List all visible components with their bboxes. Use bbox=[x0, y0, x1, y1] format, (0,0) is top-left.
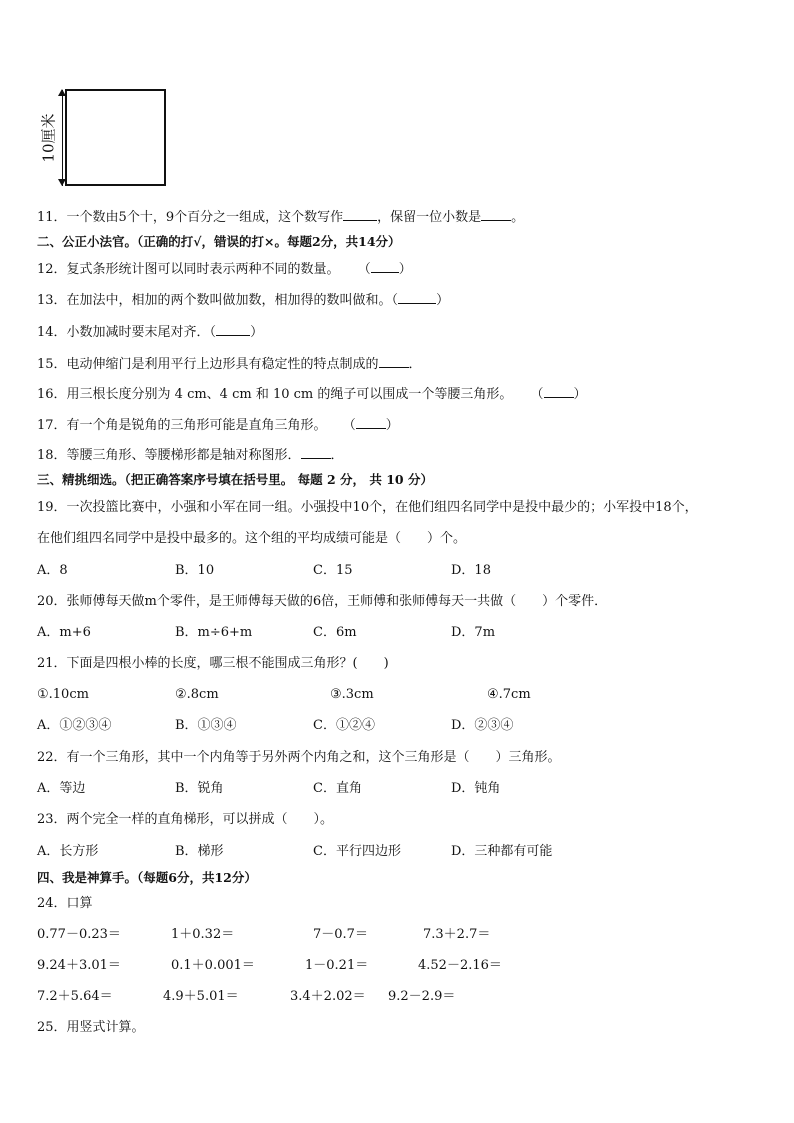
question-19-line-2: 在他们组四名同学中是投中最多的。这个组的平均成绩可能是（ ）个。 bbox=[37, 531, 467, 546]
answer-blank[interactable] bbox=[371, 260, 399, 273]
q19-option-c[interactable]: C．15 bbox=[313, 563, 353, 578]
q21-option-c[interactable]: C．①②④ bbox=[313, 718, 375, 733]
question-15: 15．电动伸缩门是利用平行上边形具有稳定性的特点制成的 ． bbox=[37, 357, 422, 372]
answer-blank[interactable] bbox=[398, 291, 436, 304]
answer-blank[interactable] bbox=[379, 355, 409, 368]
square-shape bbox=[65, 89, 166, 186]
calc-item: 0.77－0.23＝ bbox=[37, 927, 121, 942]
stick-3: ③.3cm bbox=[330, 687, 374, 702]
question-25-title: 25．用竖式计算。 bbox=[37, 1020, 145, 1035]
calc-item: 7.3＋2.7＝ bbox=[423, 927, 491, 942]
q21-option-b[interactable]: B．①③④ bbox=[175, 718, 237, 733]
question-20: 20．张师傅每天做m个零件，是王师傅每天做的6倍，王师傅和张师傅每天一共做（ ）个零件． bbox=[37, 594, 608, 609]
q23-option-c[interactable]: C．平行四边形 bbox=[313, 844, 401, 859]
q23-option-d[interactable]: D．三种都有可能 bbox=[451, 844, 553, 859]
calc-item: 3.4＋2.02＝ bbox=[290, 989, 366, 1004]
q19-option-a[interactable]: A．8 bbox=[37, 563, 68, 578]
calc-item: 1－0.21＝ bbox=[305, 958, 369, 973]
stick-4: ④.7cm bbox=[487, 687, 531, 702]
answer-blank[interactable] bbox=[544, 385, 574, 398]
q19-option-b[interactable]: B．10 bbox=[175, 563, 215, 578]
dimension-line bbox=[62, 90, 63, 186]
calc-item: 9.2－2.9＝ bbox=[388, 989, 456, 1004]
q20-option-a[interactable]: A．m+6 bbox=[37, 625, 91, 640]
question-19-line-1: 19．一次投篮比赛中，小强和小军在同一组。小强投中10个，在他们组四名同学中是投中最少的；小军投中18个， bbox=[37, 500, 698, 515]
section-4-heading: 四、我是神算手。（每题6分，共12分） bbox=[37, 870, 257, 885]
stick-1: ①.10cm bbox=[37, 687, 89, 702]
q21-option-a[interactable]: A．①②③④ bbox=[37, 718, 112, 733]
question-14: 14．小数加减时要末尾对齐．（ ） bbox=[37, 325, 264, 340]
question-24-title: 24．口算 bbox=[37, 896, 93, 911]
q22-option-c[interactable]: C．直角 bbox=[313, 781, 362, 796]
question-17: 17．有一个角是锐角的三角形可能是直角三角形。 （ ） bbox=[37, 418, 399, 433]
q22-option-b[interactable]: B．锐角 bbox=[175, 781, 224, 796]
question-16: 16．用三根长度分别为 4 cm、4 cm 和 10 cm 的绳子可以围成一个等腰三角形。 （ ） bbox=[37, 387, 587, 402]
answer-blank[interactable] bbox=[356, 416, 386, 429]
answer-blank[interactable] bbox=[216, 323, 250, 336]
q22-option-a[interactable]: A．等边 bbox=[37, 781, 86, 796]
calc-item: 7－0.7＝ bbox=[313, 927, 368, 942]
answer-blank[interactable] bbox=[301, 446, 331, 459]
calc-item: 4.52－2.16＝ bbox=[418, 958, 502, 973]
stick-2: ②.8cm bbox=[175, 687, 219, 702]
q20-option-c[interactable]: C．6m bbox=[313, 625, 357, 640]
question-13: 13．在加法中，相加的两个数叫做加数，相加得的数叫做和。（ ） bbox=[37, 293, 450, 308]
arrow-down-icon bbox=[58, 179, 66, 186]
question-11: 11．一个数由5个十，9个百分之一组成，这个数写作 ，保留一位小数是 。 bbox=[37, 210, 525, 225]
q22-option-d[interactable]: D．钝角 bbox=[451, 781, 501, 796]
q20-option-d[interactable]: D．7m bbox=[451, 625, 496, 640]
q21-option-d[interactable]: D．②③④ bbox=[451, 718, 514, 733]
q23-option-b[interactable]: B．梯形 bbox=[175, 844, 224, 859]
arrow-up-icon bbox=[58, 89, 66, 96]
answer-blank[interactable] bbox=[481, 208, 511, 221]
answer-blank[interactable] bbox=[343, 208, 377, 221]
q23-option-a[interactable]: A．长方形 bbox=[37, 844, 99, 859]
question-21: 21．下面是四根小棒的长度，哪三根不能围成三角形？( ) bbox=[37, 656, 389, 671]
section-2-heading: 二、公正小法官。（正确的打√，错误的打×。每题2分，共14分） bbox=[37, 234, 401, 249]
question-12: 12．复式条形统计图可以同时表示两种不同的数量。 （ ） bbox=[37, 262, 412, 277]
question-23: 23．两个完全一样的直角梯形，可以拼成（ ）。 bbox=[37, 812, 334, 827]
calc-item: 4.9＋5.01＝ bbox=[163, 989, 239, 1004]
question-22: 22．有一个三角形，其中一个内角等于另外两个内角之和，这个三角形是（ ）三角形。 bbox=[37, 750, 561, 765]
calc-item: 0.1＋0.001＝ bbox=[171, 958, 255, 973]
q20-option-b[interactable]: B．m÷6+m bbox=[175, 625, 253, 640]
calc-item: 9.24＋3.01＝ bbox=[37, 958, 121, 973]
side-length-label: 10厘米 bbox=[39, 113, 58, 163]
q19-option-d[interactable]: D．18 bbox=[451, 563, 491, 578]
calc-item: 1＋0.32＝ bbox=[171, 927, 235, 942]
calc-item: 7.2＋5.64＝ bbox=[37, 989, 113, 1004]
section-3-heading: 三、精挑细选。（把正确答案序号填在括号里。 每题 2 分， 共 10 分） bbox=[37, 472, 433, 487]
question-18: 18．等腰三角形、等腰梯形都是轴对称图形． ． bbox=[37, 448, 344, 463]
